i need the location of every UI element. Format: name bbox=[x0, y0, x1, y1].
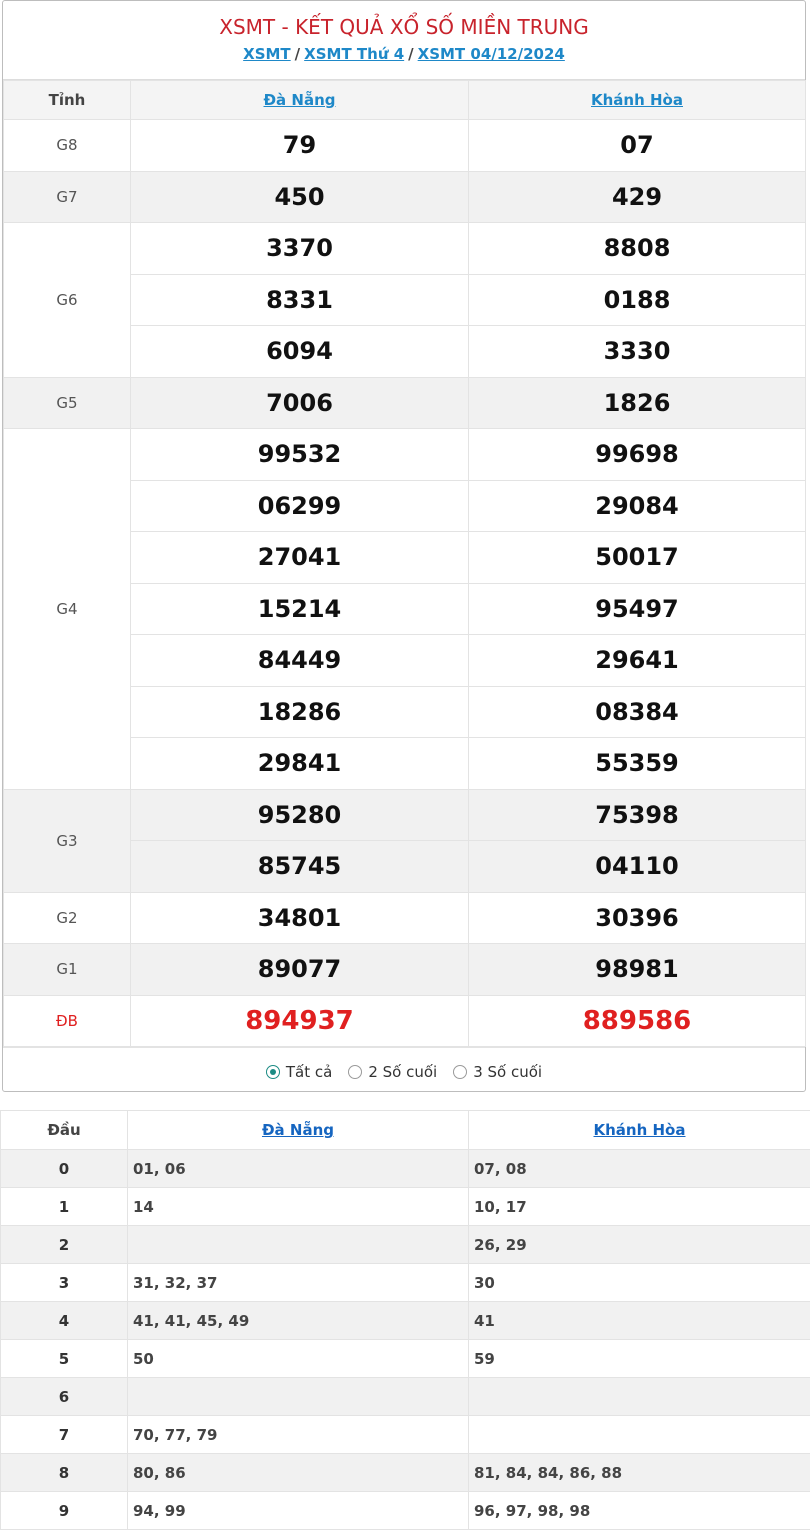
breadcrumb-separator: / bbox=[294, 45, 301, 63]
loto-values: 41 bbox=[469, 1302, 810, 1340]
prize-number: 84449 bbox=[131, 635, 469, 687]
radio-icon[interactable] bbox=[453, 1065, 467, 1079]
loto-header-row bbox=[1, 1111, 810, 1150]
loto-row bbox=[1, 1454, 810, 1492]
prize-label: G1 bbox=[4, 944, 131, 996]
loto-row bbox=[1, 1416, 810, 1454]
breadcrumb-xsmt-date[interactable]: XSMT 04/12/2024 bbox=[417, 45, 565, 63]
prize-number: 6094 bbox=[131, 326, 469, 378]
loto-province-link-da-nang[interactable]: Đà Nẵng bbox=[128, 1111, 469, 1150]
prize-number: 50017 bbox=[469, 532, 806, 584]
loto-values: 70, 77, 79 bbox=[128, 1416, 469, 1454]
filter-all[interactable] bbox=[266, 1063, 332, 1081]
results-table bbox=[3, 80, 806, 1047]
prize-number: 3330 bbox=[469, 326, 806, 378]
prize-row bbox=[4, 789, 806, 841]
special-prize-number: 889586 bbox=[469, 995, 806, 1047]
prize-number: 18286 bbox=[131, 686, 469, 738]
prize-row bbox=[4, 223, 806, 275]
prize-label: G7 bbox=[4, 171, 131, 223]
loto-values: 59 bbox=[469, 1340, 810, 1378]
loto-row bbox=[1, 1264, 810, 1302]
head-digit: 7 bbox=[1, 1416, 128, 1454]
loto-values bbox=[128, 1378, 469, 1416]
filter-last-2-label: 2 Số cuối bbox=[368, 1063, 438, 1081]
prize-number: 30396 bbox=[469, 892, 806, 944]
head-digit: 0 bbox=[1, 1150, 128, 1188]
prize-number: 34801 bbox=[131, 892, 469, 944]
loto-table bbox=[0, 1110, 810, 1530]
loto-row bbox=[1, 1150, 810, 1188]
head-digit: 9 bbox=[1, 1492, 128, 1530]
loto-values: 31, 32, 37 bbox=[128, 1264, 469, 1302]
prize-number: 7006 bbox=[131, 377, 469, 429]
prize-number: 29841 bbox=[131, 738, 469, 790]
filter-last-2[interactable] bbox=[348, 1063, 437, 1081]
loto-row bbox=[1, 1188, 810, 1226]
loto-values: 30 bbox=[469, 1264, 810, 1302]
prize-number: 0188 bbox=[469, 274, 806, 326]
results-header-row bbox=[4, 81, 806, 120]
results-header bbox=[3, 1, 805, 80]
head-digit-column-header: Đầu bbox=[1, 1111, 128, 1150]
filter-last-3[interactable] bbox=[453, 1063, 542, 1081]
prize-number: 95497 bbox=[469, 583, 806, 635]
breadcrumb-separator: / bbox=[408, 45, 414, 63]
prize-number: 99698 bbox=[469, 429, 806, 481]
prize-number: 89077 bbox=[131, 944, 469, 996]
prize-number: 75398 bbox=[469, 789, 806, 841]
loto-values: 94, 99 bbox=[128, 1492, 469, 1530]
results-body bbox=[4, 120, 806, 1047]
prize-number: 29641 bbox=[469, 635, 806, 687]
loto-row bbox=[1, 1340, 810, 1378]
loto-values: 07, 08 bbox=[469, 1150, 810, 1188]
page-title: XSMT - KẾT QUẢ XỔ SỐ MIỀN TRUNG bbox=[219, 15, 589, 39]
province-link-khanh-hoa[interactable]: Khánh Hòa bbox=[469, 81, 806, 120]
prize-label: G3 bbox=[4, 789, 131, 892]
prize-number: 08384 bbox=[469, 686, 806, 738]
radio-selected-icon[interactable] bbox=[266, 1065, 280, 1079]
results-card bbox=[2, 0, 806, 1092]
prize-number: 99532 bbox=[131, 429, 469, 481]
head-digit: 4 bbox=[1, 1302, 128, 1340]
prize-number: 429 bbox=[469, 171, 806, 223]
prize-number: 55359 bbox=[469, 738, 806, 790]
loto-values: 96, 97, 98, 98 bbox=[469, 1492, 810, 1530]
prize-label: G5 bbox=[4, 377, 131, 429]
prize-number: 3370 bbox=[131, 223, 469, 275]
head-digit: 3 bbox=[1, 1264, 128, 1302]
radio-icon[interactable] bbox=[348, 1065, 362, 1079]
prize-number: 1826 bbox=[469, 377, 806, 429]
prize-row bbox=[4, 995, 806, 1047]
loto-values: 41, 41, 45, 49 bbox=[128, 1302, 469, 1340]
prize-number: 85745 bbox=[131, 841, 469, 893]
prize-number: 04110 bbox=[469, 841, 806, 893]
prize-label: G2 bbox=[4, 892, 131, 944]
province-column-header: Tỉnh bbox=[4, 81, 131, 120]
prize-number: 95280 bbox=[131, 789, 469, 841]
loto-province-link-khanh-hoa[interactable]: Khánh Hòa bbox=[469, 1111, 810, 1150]
prize-row bbox=[4, 171, 806, 223]
prize-number: 8331 bbox=[131, 274, 469, 326]
loto-values: 50 bbox=[128, 1340, 469, 1378]
head-digit: 6 bbox=[1, 1378, 128, 1416]
loto-row bbox=[1, 1492, 810, 1530]
loto-values: 81, 84, 84, 86, 88 bbox=[469, 1454, 810, 1492]
prize-label: ĐB bbox=[4, 995, 131, 1047]
loto-values: 80, 86 bbox=[128, 1454, 469, 1492]
breadcrumb-xsmt[interactable]: XSMT bbox=[243, 45, 291, 63]
loto-row bbox=[1, 1302, 810, 1340]
prize-label: G6 bbox=[4, 223, 131, 378]
loto-row bbox=[1, 1378, 810, 1416]
prize-number: 06299 bbox=[131, 480, 469, 532]
head-digit: 8 bbox=[1, 1454, 128, 1492]
prize-label: G8 bbox=[4, 120, 131, 172]
prize-row bbox=[4, 892, 806, 944]
digit-filter bbox=[3, 1047, 805, 1096]
prize-row bbox=[4, 377, 806, 429]
loto-values: 01, 06 bbox=[128, 1150, 469, 1188]
special-prize-number: 894937 bbox=[131, 995, 469, 1047]
loto-values bbox=[128, 1226, 469, 1264]
head-digit: 1 bbox=[1, 1188, 128, 1226]
prize-row bbox=[4, 429, 806, 481]
loto-values bbox=[469, 1378, 810, 1416]
breadcrumb-xsmt-weekday[interactable]: XSMT Thứ 4 bbox=[304, 45, 405, 63]
filter-all-label: Tất cả bbox=[285, 1063, 333, 1081]
prize-number: 98981 bbox=[469, 944, 806, 996]
breadcrumb bbox=[3, 43, 805, 65]
prize-number: 29084 bbox=[469, 480, 806, 532]
prize-number: 79 bbox=[131, 120, 469, 172]
prize-number: 07 bbox=[469, 120, 806, 172]
prize-number: 15214 bbox=[131, 583, 469, 635]
prize-row bbox=[4, 120, 806, 172]
prize-number: 27041 bbox=[131, 532, 469, 584]
prize-number: 450 bbox=[131, 171, 469, 223]
loto-row bbox=[1, 1226, 810, 1264]
loto-body bbox=[1, 1150, 810, 1530]
head-digit: 2 bbox=[1, 1226, 128, 1264]
prize-label: G4 bbox=[4, 429, 131, 790]
loto-values: 14 bbox=[128, 1188, 469, 1226]
prize-row bbox=[4, 944, 806, 996]
filter-last-3-label: 3 Số cuối bbox=[473, 1063, 543, 1081]
province-link-da-nang[interactable]: Đà Nẵng bbox=[131, 81, 469, 120]
loto-values: 10, 17 bbox=[469, 1188, 810, 1226]
head-digit: 5 bbox=[1, 1340, 128, 1378]
loto-values bbox=[469, 1416, 810, 1454]
loto-values: 26, 29 bbox=[469, 1226, 810, 1264]
prize-number: 8808 bbox=[469, 223, 806, 275]
